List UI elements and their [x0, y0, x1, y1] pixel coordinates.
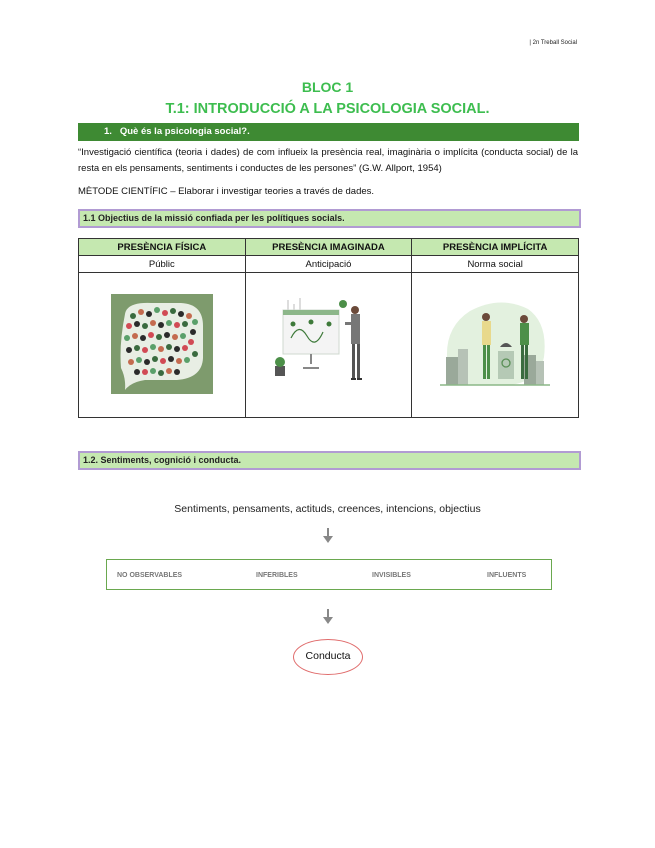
definition-quote: “Investigació científica (teoria i dades) de com influeix la presència real, imaginària o implícita (conducta social) de la resta en els pensaments, sentiments i conductes de les persones” (G.W. Allport, 1954) [78, 147, 578, 174]
sub-norma-social: Norma social [412, 256, 579, 273]
page-title: T.1: INTRODUCCIÓ A LA PSICOLOGIA SOCIAL. [165, 101, 490, 117]
down-arrow-icon [323, 609, 333, 625]
recycling-people-illustration [440, 299, 550, 389]
crowd-speech-bubble-illustration [111, 294, 213, 394]
label-invisibles: INVISIBLES [372, 572, 411, 579]
flow-top-text: Sentiments, pensaments, actituds, creences, intencions, objectius [174, 503, 481, 515]
sub-anticipacio: Anticipació [245, 256, 412, 273]
presentation-cell [245, 273, 412, 418]
header-implicita: PRESÈNCIA IMPLÍCITA [412, 239, 579, 256]
header-imaginada: PRESÈNCIA IMAGINADA [245, 239, 412, 256]
conducta-ellipse: Conducta [293, 639, 363, 675]
presentation-board-illustration [273, 298, 383, 390]
down-arrow-icon [323, 528, 333, 544]
header-note: | 2n Treball Social [529, 40, 577, 46]
label-no-observables: NO OBSERVABLES [117, 572, 183, 579]
sub-public: Públic [79, 256, 246, 273]
crowd-cell [79, 273, 246, 418]
section-1-label: Què és la psicologia social?. [119, 126, 250, 137]
section-1-number: 1. [104, 126, 112, 137]
bloc-heading: BLOC 1 [301, 79, 354, 95]
section-1-1-bar: 1.1 Objectius de la missió confiada per les polítiques socials. [78, 209, 581, 228]
section-1-2-bar: 1.2. Sentiments, cognició i conducta. [78, 451, 581, 470]
presence-table [78, 238, 579, 418]
recycling-cell [412, 273, 579, 418]
header-fisica: PRESÈNCIA FÍSICA [79, 239, 246, 256]
metode-cientific: MÈTODE CIENTÍFIC – Elaborar i investigar teories a través de dades. [78, 186, 375, 197]
section-1-bar [78, 123, 579, 141]
label-influents: INFLUENTS [487, 572, 527, 579]
label-inferibles: INFERIBLES [256, 572, 298, 579]
unobservables-box [106, 559, 552, 590]
